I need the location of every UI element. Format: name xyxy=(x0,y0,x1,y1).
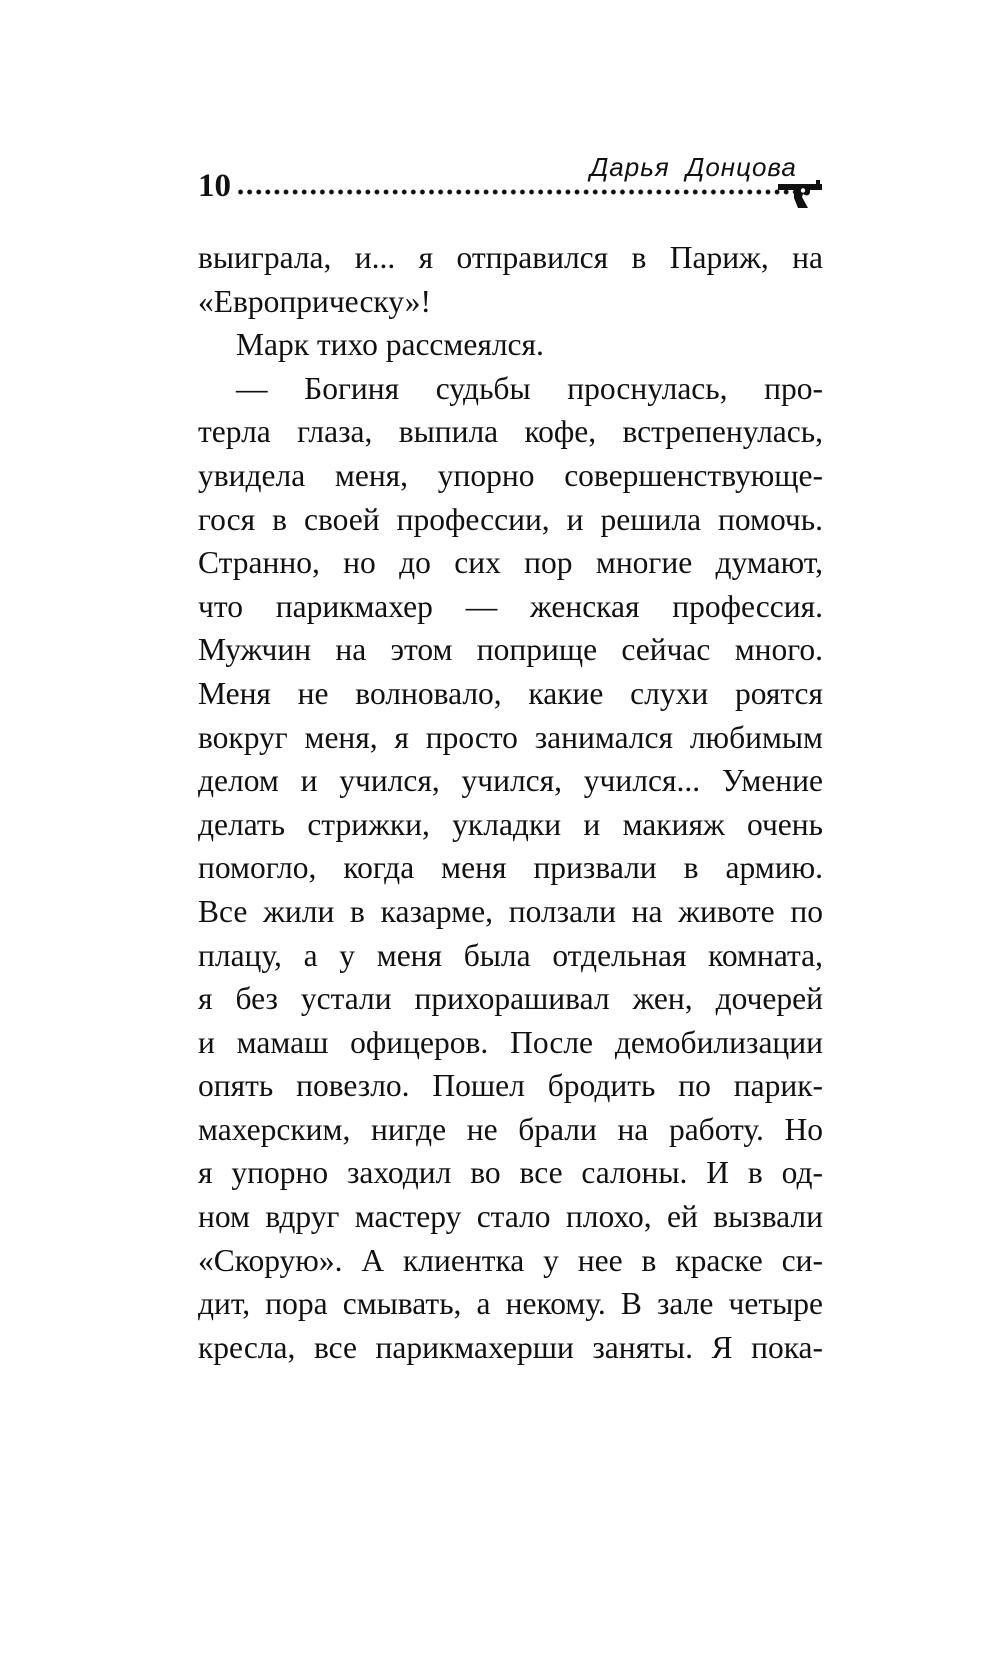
text-line: я упорно заходил во все салоны. И в од- xyxy=(198,1155,823,1191)
text-line: кресла, все парикмахерши заняты. Я пока- xyxy=(198,1329,823,1365)
text-line: Марк тихо рассмеялся. xyxy=(236,327,544,363)
text-line: плацу, а у меня была отдельная комната, xyxy=(198,937,823,973)
text-line: гося в своей профессии, и решила помочь. xyxy=(198,501,823,537)
text-line: я без устали прихорашивал жен, дочерей xyxy=(198,981,823,1017)
text-line: ном вдруг мастеру стало плохо, ей вызвали xyxy=(198,1199,823,1235)
text-line: и мамаш офицеров. После демобилизации xyxy=(198,1024,823,1060)
text-line: терла глаза, выпила кофе, встрепенулась, xyxy=(198,414,823,450)
text-line: помогло, когда меня призвали в армию. xyxy=(198,850,823,886)
text-line: увидела меня, упорно совершенствующе- xyxy=(198,457,823,493)
text-line: Странно, но до сих пор многие думают, xyxy=(198,545,823,581)
text-line: — Богиня судьбы проснулась, про- xyxy=(236,370,823,406)
running-header xyxy=(198,150,878,220)
dotted-leader xyxy=(236,188,796,196)
text-line: вокруг меня, я просто занимался любимым xyxy=(198,719,823,755)
text-line: выиграла, и... я отправился в Париж, на xyxy=(198,240,823,275)
text-line: опять повезло. Пошел бродить по парик- xyxy=(198,1068,823,1104)
text-line: делом и учился, учился, учился... Умение xyxy=(198,763,823,799)
text-line: что парикмахер — женская профессия. xyxy=(198,588,823,624)
text-line: «Скорую». А клиентка у нее в краске си- xyxy=(198,1242,823,1278)
body-text xyxy=(198,236,823,1369)
text-line: махерским, нигде не брали на работу. Но xyxy=(198,1111,823,1147)
text-line: делать стрижки, укладки и макияж очень xyxy=(198,806,823,842)
text-line: дит, пора смывать, а некому. В зале четыре xyxy=(198,1286,823,1322)
text-line: Мужчин на этом поприще сейчас много. xyxy=(198,632,823,668)
revolver-icon xyxy=(776,178,824,210)
text-line: Все жили в казарме, ползали на животе по xyxy=(198,893,823,929)
running-head-author: Дарья Донцова xyxy=(590,152,797,182)
page-number: 10 xyxy=(198,168,231,204)
text-line: Меня не волновало, какие слухи роятся xyxy=(198,675,823,711)
text-line: «Европрическу»! xyxy=(198,283,432,319)
